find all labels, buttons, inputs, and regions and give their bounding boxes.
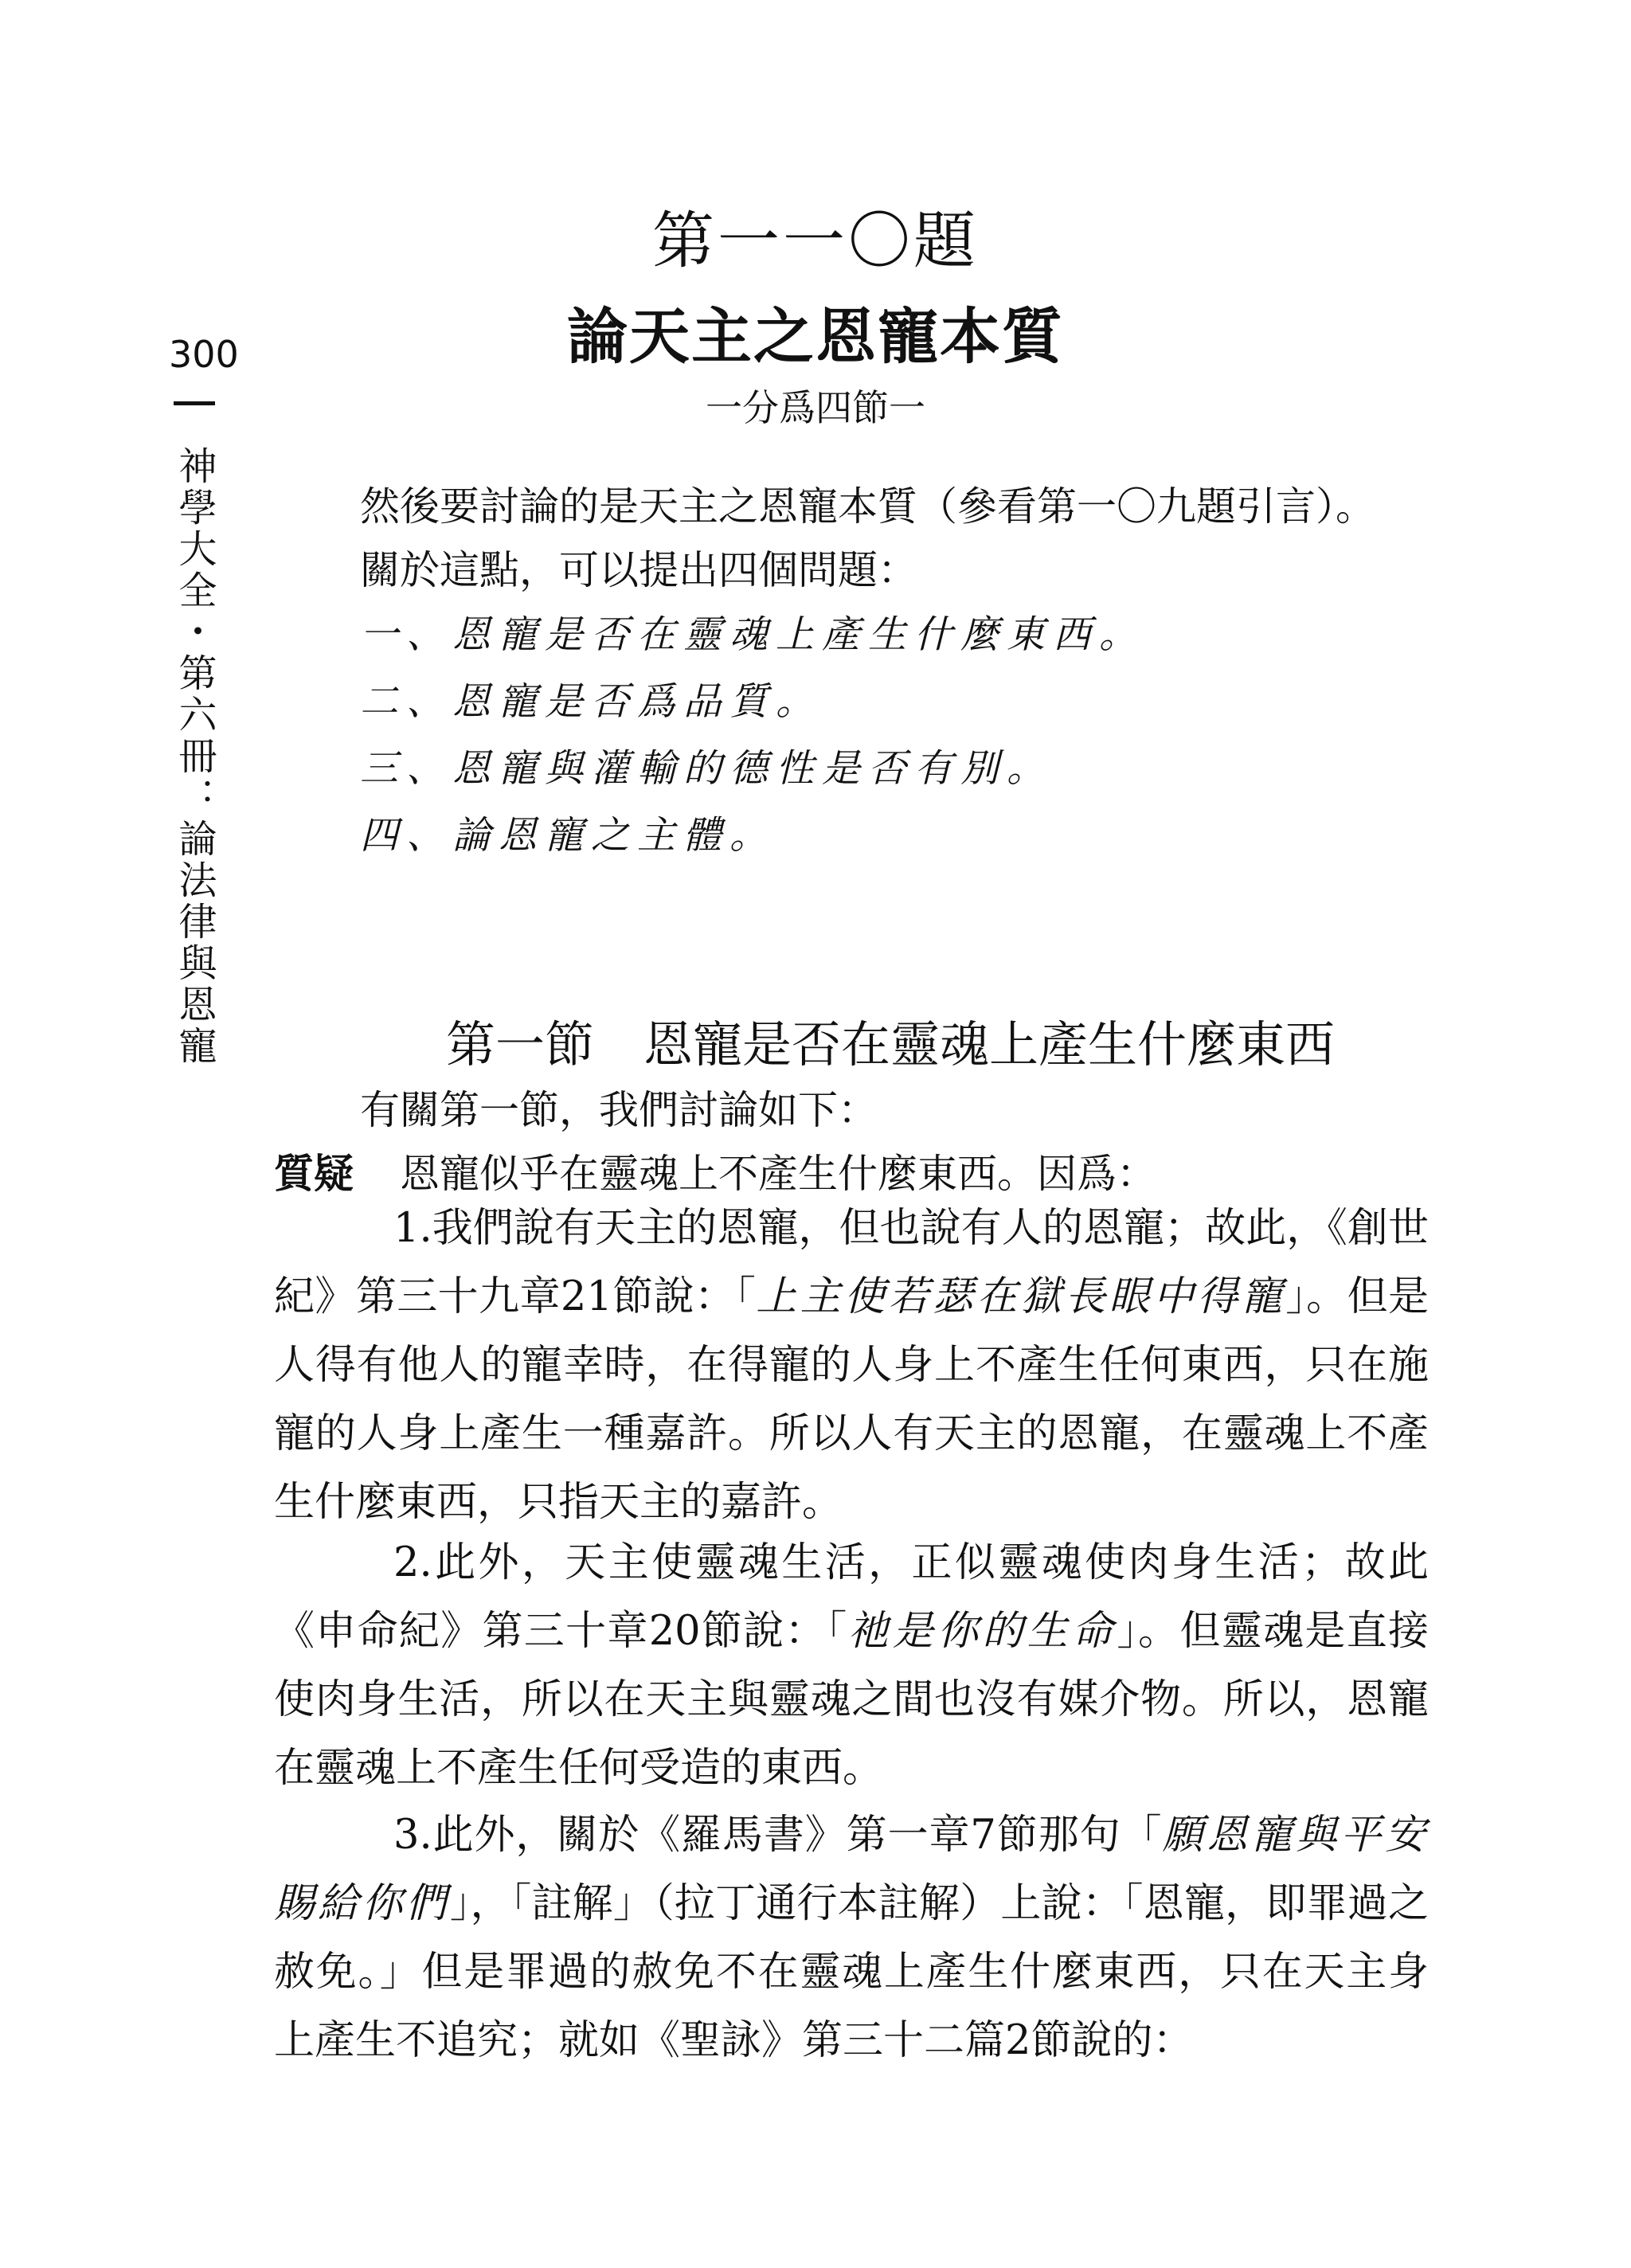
subtitle: 一分爲四節一 [706, 386, 925, 429]
objection-paragraph-3 [274, 1801, 1429, 2075]
question-list-item: 三、恩寵與灌輸的德性是否有別。 [360, 746, 1054, 791]
question-number: 第一一〇題 [651, 205, 979, 277]
article-title: 論天主之恩寵本質 [567, 301, 1064, 372]
paragraph-text: 3.此外，關於《羅馬書》第一章7節那句「 [393, 1812, 1163, 1859]
question-list-item: 二、恩寵是否爲品質。 [360, 679, 823, 724]
objection-label: 質疑 [274, 1151, 354, 1197]
running-head: 神學大全・第六冊：論法律與恩寵 [172, 446, 217, 1067]
objection-paragraph-2 [274, 1529, 1429, 1803]
page-number: 300 [169, 333, 239, 376]
paragraph-text: 1.我們說有天主的恩寵，但也說有人的恩寵；故此，《創世紀》第三十九章21節說：「 [274, 1205, 1429, 1320]
question-list-item: 四、論恩寵之主體。 [360, 813, 776, 858]
objection-paragraph-1 [274, 1195, 1429, 1537]
question-list-item: 一、恩寵是否在靈魂上產生什麼東西。 [360, 612, 1146, 657]
scripture-quote: 上主使若瑟在獄長眼中得寵 [756, 1273, 1286, 1320]
paragraph-text: 2.此外，天主使靈魂生活，正似靈魂使肉身生活；故此《申命紀》第三十章20節說：「 [274, 1539, 1429, 1655]
intro-line: 然後要討論的是天主之恩寵本質（參看第一〇九題引言）。 [360, 483, 1375, 530]
scripture-quote: 祂是你的生命 [847, 1608, 1117, 1655]
scripture-quote: 願恩寵與平安賜給你們 [274, 1812, 1429, 1927]
paragraph-text: 」，「註解」（拉丁通行本註解）上說：「恩寵，即罪過之赦免。」但是罪過的赦免不在靈魂上產生什麼東西，只在天主身上產生不追究；就如《聖詠》第三十二篇2節說的： [274, 1880, 1429, 2064]
section-heading: 第一節 恩寵是否在靈魂上產生什麼東西 [446, 1015, 1336, 1073]
objection-text: 恩寵似乎在靈魂上不產生什麼東西。因爲： [400, 1151, 1156, 1197]
section-intro: 有關第一節，我們討論如下： [360, 1087, 878, 1133]
paragraph-text: 」。但是人得有他人的寵幸時，在得寵的人身上不產生任何東西，只在施寵的人身上產生一種嘉許。所以人有天主的恩寵，在靈魂上不產生什麼東西，只指天主的嘉許。 [274, 1273, 1429, 1526]
intro-line: 關於這點，可以提出四個問題： [360, 547, 917, 593]
paragraph-text: 」。但靈魂是直接使肉身生活，所以在天主與靈魂之間也沒有媒介物。所以，恩寵在靈魂上不產生任何受造的東西。 [274, 1608, 1429, 1792]
